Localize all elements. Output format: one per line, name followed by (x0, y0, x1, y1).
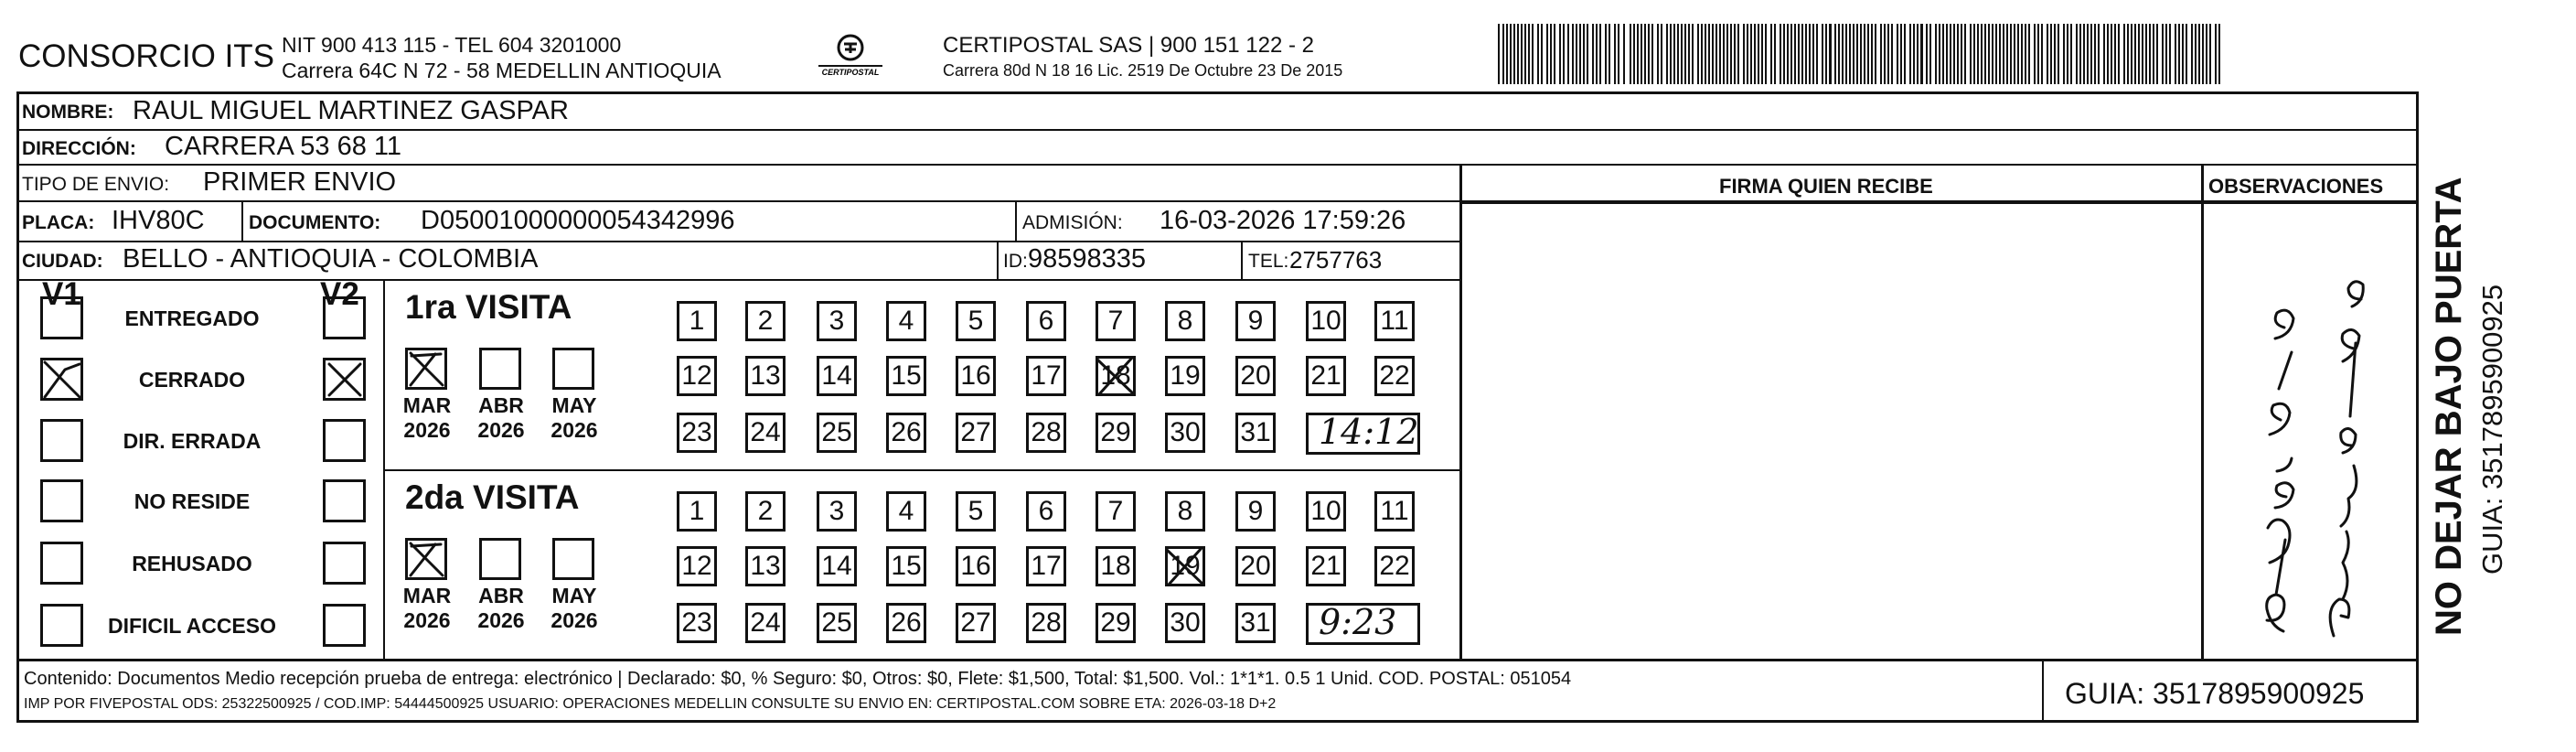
observations-handwriting (2206, 206, 2414, 659)
day-box[interactable]: 20 (1235, 546, 1276, 586)
certipostal-logo (809, 33, 892, 79)
day-box[interactable]: 10 (1306, 301, 1346, 341)
tel-value: 2757763 (1289, 246, 1383, 274)
city-value: BELLO - ANTIOQUIA - COLOMBIA (123, 244, 539, 274)
admission-value: 16-03-2026 17:59:26 (1160, 206, 1406, 235)
status-label: REHUSADO (132, 552, 252, 575)
day-box[interactable]: 23 (677, 413, 717, 453)
month-name: ABR (478, 393, 524, 417)
month-label (398, 584, 456, 633)
recipient-name: RAUL MIGUEL MARTINEZ GASPAR (133, 96, 569, 125)
tel-label: TEL: (1248, 251, 1289, 272)
status-v2-checkbox[interactable] (323, 479, 366, 522)
day-box[interactable]: 15 (886, 356, 926, 396)
day-box[interactable]: 7 (1096, 301, 1136, 341)
document-label: DOCUMENTO: (249, 212, 381, 233)
day-box[interactable]: 6 (1026, 491, 1066, 532)
day-box[interactable]: 5 (956, 491, 996, 532)
courier-info-line1: CERTIPOSTAL SAS | 900 151 122 - 2 (943, 33, 1314, 58)
check-mark-icon (408, 541, 446, 579)
status-v2-checkbox[interactable] (323, 604, 366, 647)
footer-line2: IMP POR FIVEPOSTAL ODS: 25322500925 / COD.IMP: 54444500925 USUARIO: OPERACIONES MEDELLIN CONSULTE SU ENVIO EN: CERTIPOSTAL.COM SOBRE ETA: 2026-03-18 D+2 (24, 696, 1277, 712)
month-checkbox[interactable] (405, 348, 447, 390)
day-box[interactable]: 24 (745, 413, 786, 453)
month-name: MAR (402, 584, 452, 607)
day-box[interactable]: 18 (1096, 546, 1136, 586)
day-box[interactable]: 31 (1235, 413, 1276, 453)
day-box[interactable]: 13 (745, 546, 786, 586)
day-box[interactable]: 22 (1374, 356, 1415, 396)
day-box[interactable]: 15 (886, 546, 926, 586)
status-label: NO RESIDE (134, 489, 251, 513)
day-box[interactable]: 10 (1306, 491, 1346, 532)
v1-label: V1 (42, 276, 81, 312)
day-box[interactable]: 22 (1374, 546, 1415, 586)
day-box[interactable]: 8 (1165, 301, 1205, 341)
day-box[interactable]: 1 (677, 491, 717, 532)
day-box[interactable]: 16 (956, 546, 996, 586)
day-box[interactable]: 12 (677, 546, 717, 586)
month-name: ABR (478, 584, 524, 607)
shipping-type: PRIMER ENVIO (203, 167, 397, 197)
company-info-line1: NIT 900 413 115 - TEL 604 3201000 (282, 33, 622, 57)
day-box[interactable]: 28 (1026, 603, 1066, 643)
month-checkbox[interactable] (552, 348, 594, 390)
day-box[interactable]: 30 (1165, 413, 1205, 453)
check-mark-icon (326, 360, 364, 399)
day-box[interactable]: 29 (1096, 413, 1136, 453)
day-box[interactable]: 2 (745, 491, 786, 532)
month-label (472, 393, 530, 443)
day-box[interactable]: 16 (956, 356, 996, 396)
status-v2-checkbox[interactable] (323, 296, 366, 339)
signature-area[interactable] (1463, 205, 2200, 659)
day-box[interactable]: 27 (956, 603, 996, 643)
day-box[interactable]: 17 (1026, 356, 1066, 396)
month-year: 2026 (477, 418, 525, 442)
month-year: 2026 (403, 608, 451, 632)
day-box[interactable]: 4 (886, 491, 926, 532)
month-label (398, 393, 456, 443)
status-label: ENTREGADO (124, 306, 260, 330)
day-box[interactable]: 27 (956, 413, 996, 453)
footer-guia: GUIA: 3517895900925 (2065, 677, 2365, 710)
month-label (472, 584, 530, 633)
day-box[interactable]: 26 (886, 603, 926, 643)
month-year: 2026 (550, 418, 598, 442)
status-label: DIR. ERRADA (123, 429, 262, 453)
plate-label: PLACA: (22, 212, 95, 233)
month-year: 2026 (403, 418, 451, 442)
status-v2-checkbox[interactable] (323, 419, 366, 462)
no-dejar-bajo-puerta: NO DEJAR BAJO PUERTA (2429, 177, 2469, 636)
visit-time-handwritten: 9:23 (1319, 602, 1397, 642)
status-v2-checkbox[interactable] (323, 542, 366, 585)
month-checkbox[interactable] (405, 538, 447, 580)
plate-value: IHV80C (112, 206, 205, 235)
day-box[interactable]: 11 (1374, 301, 1415, 341)
day-box[interactable]: 3 (817, 491, 857, 532)
month-checkbox[interactable] (552, 538, 594, 580)
visit-time-handwritten: 14:12 (1319, 412, 1419, 452)
visit-title: 1ra VISITA (405, 288, 572, 326)
status-v2-checkbox[interactable] (323, 358, 366, 401)
day-box[interactable]: 14 (817, 546, 857, 586)
id-value: 98598335 (1028, 244, 1147, 274)
courier-info-line2: Carrera 80d N 18 16 Lic. 2519 De Octubre 23 De 2015 (943, 61, 1343, 80)
shipping-type-label: TIPO DE ENVIO: (22, 174, 170, 195)
day-box[interactable]: 21 (1306, 546, 1346, 586)
day-box[interactable]: 6 (1026, 301, 1066, 341)
month-label (545, 584, 604, 633)
day-box[interactable]: 28 (1026, 413, 1066, 453)
month-year: 2026 (477, 608, 525, 632)
day-check-mark-icon (1161, 543, 1209, 590)
month-name: MAY (551, 393, 597, 417)
day-box[interactable]: 8 (1165, 491, 1205, 532)
day-box[interactable]: 9 (1235, 301, 1276, 341)
company-info-line2: Carrera 64C N 72 - 58 MEDELLIN ANTIOQUIA (282, 59, 721, 82)
day-box[interactable]: 1 (677, 301, 717, 341)
svg-text:CERTIPOSTAL: CERTIPOSTAL (821, 68, 880, 77)
month-checkbox[interactable] (479, 538, 521, 580)
city-label: CIUDAD: (22, 251, 103, 272)
day-box[interactable]: 7 (1096, 491, 1136, 532)
v2-label: V2 (320, 276, 359, 312)
day-box[interactable]: 5 (956, 301, 996, 341)
day-box[interactable]: 12 (677, 356, 717, 396)
address-label: DIRECCIÓN: (22, 138, 136, 159)
day-box[interactable]: 30 (1165, 603, 1205, 643)
day-box[interactable]: 3 (817, 301, 857, 341)
status-label: DIFICIL ACCESO (107, 614, 276, 638)
admission-label: ADMISIÓN: (1022, 212, 1123, 233)
barcode-icon (1498, 24, 2226, 84)
side-guia: GUIA: 3517895900925 (2476, 284, 2508, 575)
day-box[interactable]: 31 (1235, 603, 1276, 643)
day-box[interactable]: 9 (1235, 491, 1276, 532)
month-year: 2026 (550, 608, 598, 632)
day-box[interactable]: 25 (817, 413, 857, 453)
day-box[interactable]: 4 (886, 301, 926, 341)
document-value: D05001000000054342996 (421, 206, 735, 235)
day-box[interactable]: 14 (817, 356, 857, 396)
name-label: NOMBRE: (22, 102, 114, 123)
signature-header: FIRMA QUIEN RECIBE (1719, 175, 1933, 198)
status-label: CERRADO (138, 368, 246, 392)
month-name: MAR (402, 393, 452, 417)
day-box[interactable]: 23 (677, 603, 717, 643)
side-text (2423, 91, 2560, 640)
month-name: MAY (551, 584, 597, 607)
day-box[interactable]: 11 (1374, 491, 1415, 532)
day-box[interactable]: 26 (886, 413, 926, 453)
day-box[interactable]: 19 (1165, 356, 1205, 396)
day-box[interactable]: 17 (1026, 546, 1066, 586)
recipient-address: CARRERA 53 68 11 (165, 132, 401, 161)
month-checkbox[interactable] (479, 348, 521, 390)
company-name: CONSORCIO ITS (18, 38, 275, 74)
day-box[interactable]: 19 (1165, 546, 1205, 586)
day-box[interactable]: 2 (745, 301, 786, 341)
day-box[interactable]: 21 (1306, 356, 1346, 396)
day-box[interactable]: 25 (817, 603, 857, 643)
day-box[interactable]: 29 (1096, 603, 1136, 643)
observations-header: OBSERVACIONES (2208, 175, 2384, 198)
month-label (545, 393, 604, 443)
day-box[interactable]: 24 (745, 603, 786, 643)
check-mark-icon (408, 350, 446, 389)
day-box[interactable]: 13 (745, 356, 786, 396)
visit-title: 2da VISITA (405, 478, 580, 516)
day-box[interactable]: 20 (1235, 356, 1276, 396)
day-check-mark-icon (1092, 352, 1139, 400)
footer-line1: Contenido: Documentos Medio recepción prueba de entrega: electrónico | Declarado: $0, % Seguro: $0, Otros: $0, Flete: $1,500, Total: $1,500. Vol.: 1*1*1. 0.5 1 Unid. COD. POSTAL: 051054 (24, 669, 1572, 689)
day-box[interactable]: 18 (1096, 356, 1136, 396)
id-label: ID: (1003, 251, 1028, 272)
